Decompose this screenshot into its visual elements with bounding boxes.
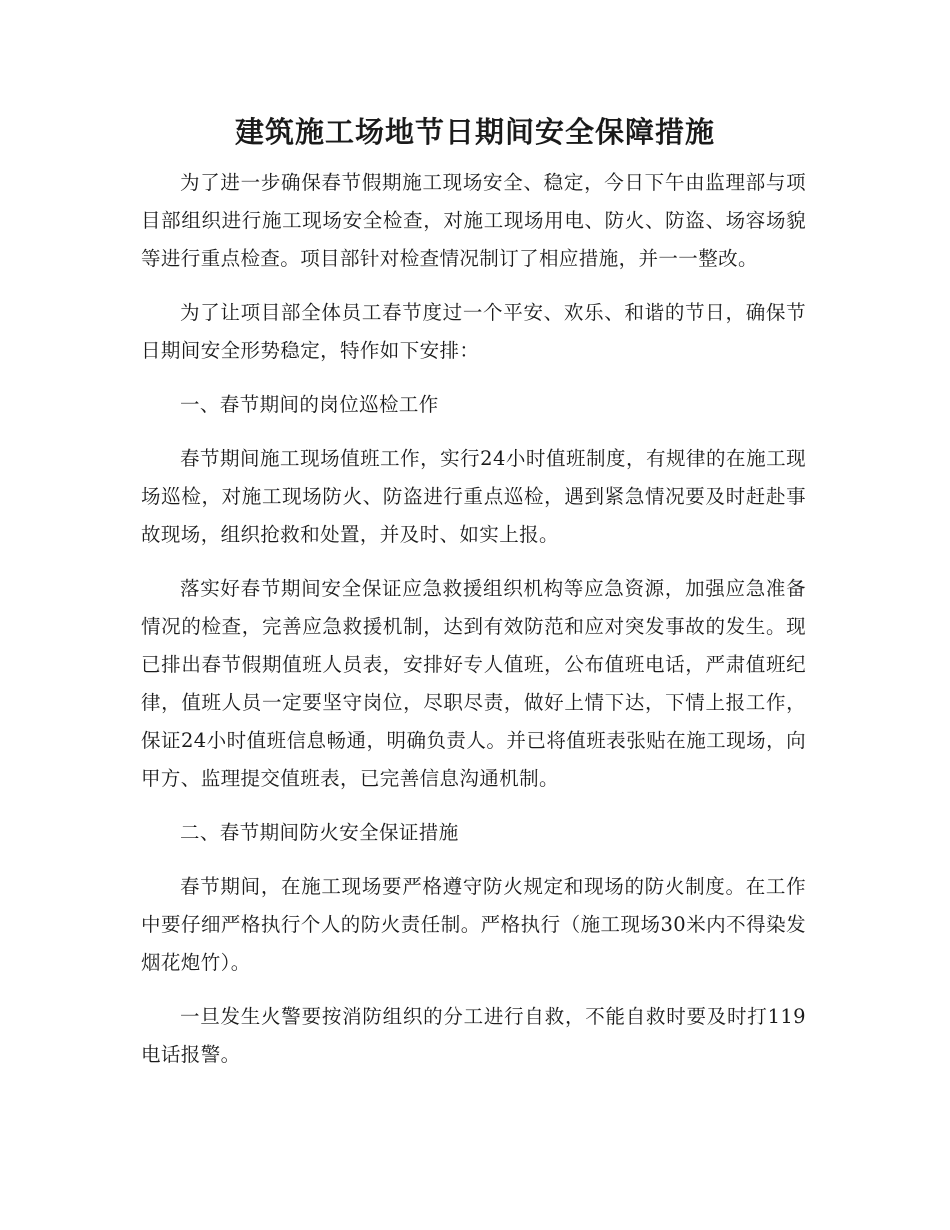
- paragraph-arrangement-intro: 为了让项目部全体员工春节度过一个平安、欢乐、和谐的节日，确保节日期间安全形势稳定，特作如下安排：: [141, 301, 806, 362]
- section-heading-patrol: 一、春节期间的岗位巡检工作: [180, 393, 439, 416]
- section-heading-fire-safety: 二、春节期间防火安全保证措施: [180, 821, 459, 844]
- paragraph-fire-alarm: 一旦发生火警要按消防组织的分工进行自救，不能自救时要及时打119电话报警。: [141, 1005, 806, 1066]
- paragraph-safety-inspection: 为了进一步确保春节假期施工现场安全、稳定，今日下午由监理部与项目部组织进行施工现场安全检查，对施工现场用电、防火、防盗、场容场貌等进行重点检查。项目部针对检查情况制订了相应措施，并一一整改。: [141, 171, 806, 270]
- paragraph-duty-patrol: 春节期间施工现场值班工作，实行24小时值班制度，有规律的在施工现场巡检，对施工现场防火、防盗进行重点巡检，遇到紧急情况要及时赶赴事故现场，组织抢救和处置，并及时、如实上报。: [141, 447, 806, 546]
- paragraph-fire-rules: 春节期间，在施工现场要严格遵守防火规定和现场的防火制度。在工作中要仔细严格执行个人的防火责任制。严格执行（施工现场30米内不得染发烟花炮竹）。: [141, 875, 806, 974]
- document-body: [141, 164, 806, 1090]
- paragraph-emergency-resources: 落实好春节期间安全保证应急救援组织机构等应急资源，加强应急准备情况的检查，完善应急救援机制，达到有效防范和应对突发事故的发生。现已排出春节假期值班人员表，安排好专人值班，公布值班电话，严肃值班纪律，值班人员一定要坚守岗位，尽职尽责，做好上情下达，下情上报工作，保证24小时值班信息畅通，明确负责人。并已将值班表张贴在施工现场，向甲方、监理提交值班表，已完善信息沟通机制。: [141, 577, 806, 790]
- document-title: 建筑施工场地节日期间安全保障措施: [234, 115, 715, 149]
